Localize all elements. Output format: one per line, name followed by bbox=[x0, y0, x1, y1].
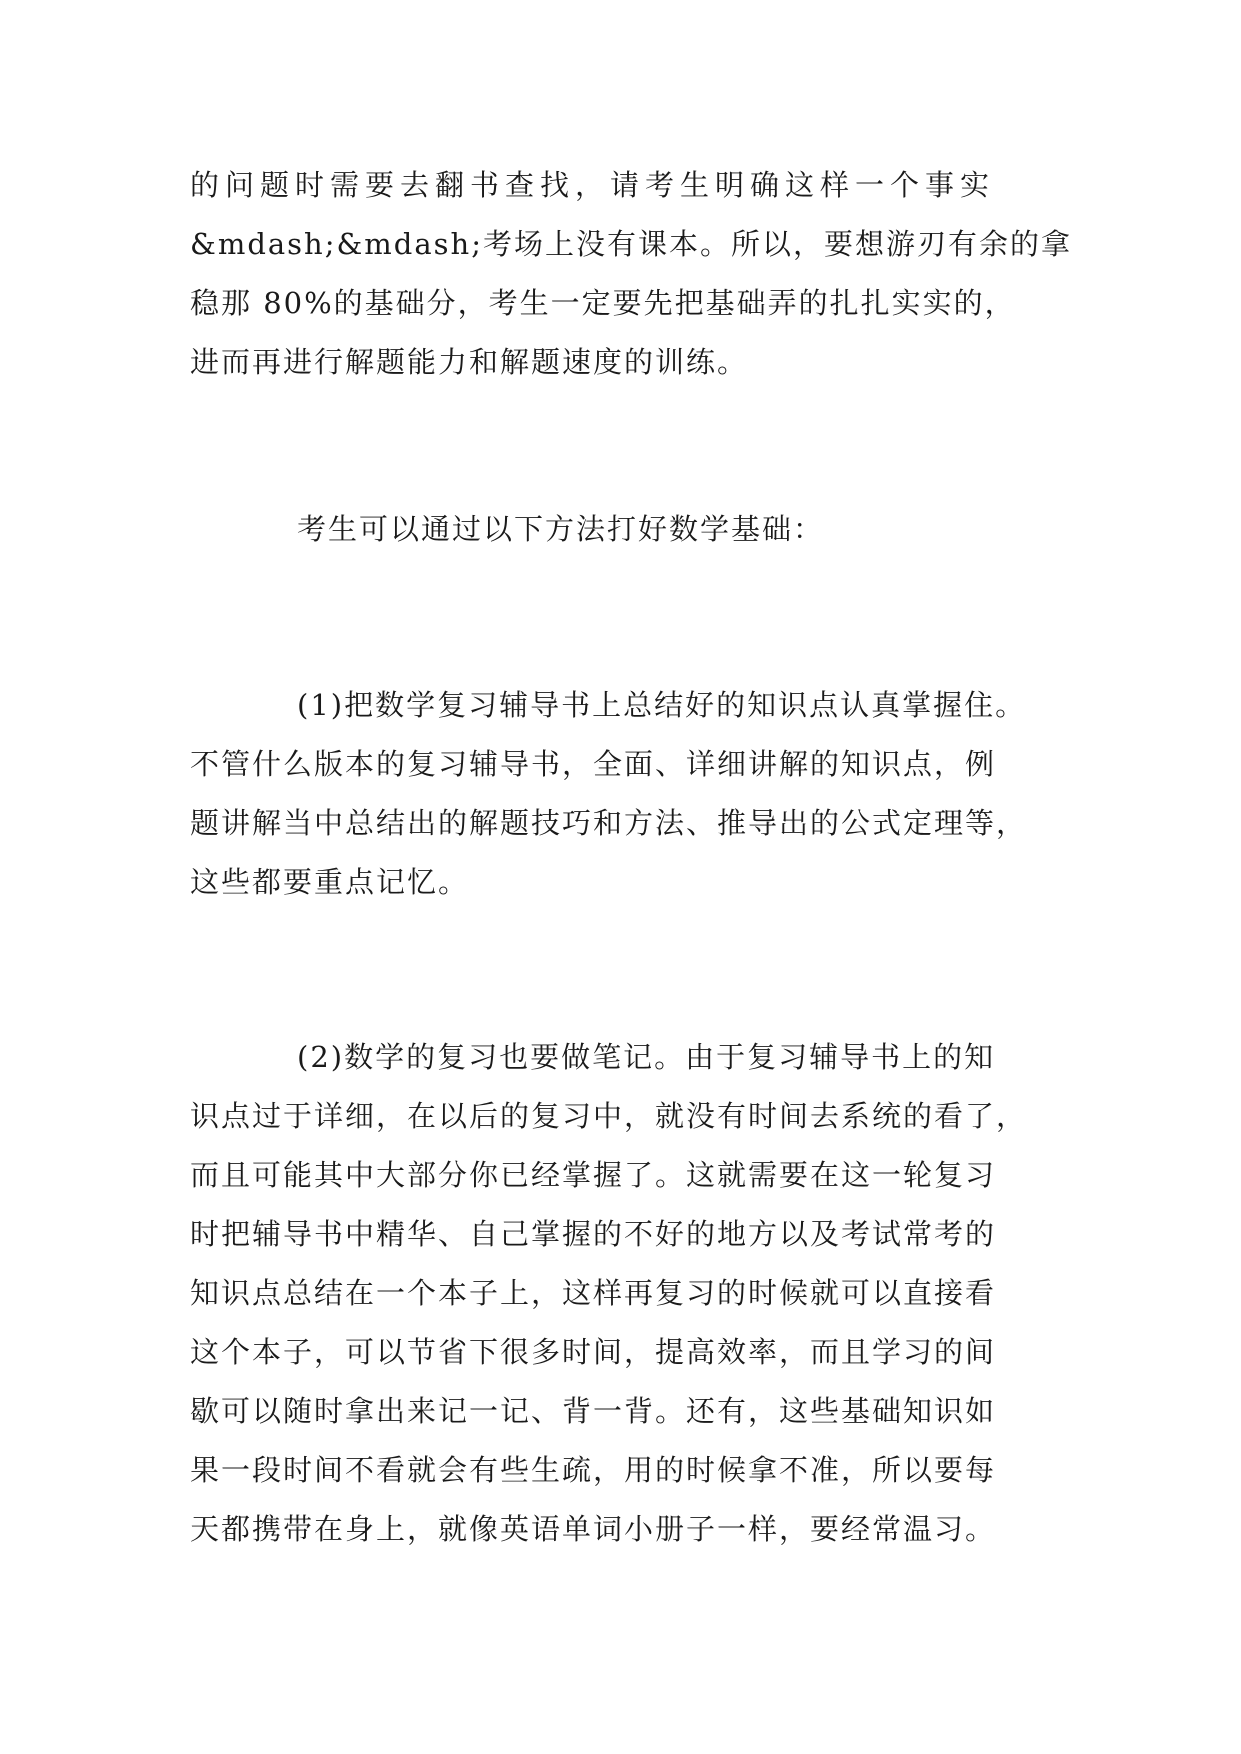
text-line: 这些都要重点记忆。 bbox=[190, 865, 470, 899]
paragraph-method-2 bbox=[190, 1028, 1060, 1559]
text-line: 稳那 80%的基础分，考生一定要先把基础弄的扎扎实实的， bbox=[190, 286, 1016, 320]
text-line: (1)把数学复习辅导书上总结好的知识点认真掌握住。 bbox=[297, 688, 1027, 722]
text-line: 进而再进行解题能力和解题速度的训练。 bbox=[190, 345, 749, 379]
text-line: (2)数学的复习也要做笔记。由于复习辅导书上的知 bbox=[297, 1040, 996, 1074]
text-line: 考生可以通过以下方法打好数学基础： bbox=[297, 512, 825, 546]
paragraph-method-1 bbox=[190, 676, 1060, 912]
text-line: 歇可以随时拿出来记一记、背一背。还有，这些基础知识如 bbox=[190, 1394, 997, 1428]
text-line: 知识点总结在一个本子上，这样再复习的时候就可以直接看 bbox=[190, 1276, 997, 1310]
text-line: 不管什么版本的复习辅导书，全面、详细讲解的知识点，例 bbox=[190, 747, 997, 781]
text-line: 而且可能其中大部分你已经掌握了。这就需要在这一轮复习 bbox=[190, 1158, 997, 1192]
text-line: 时把辅导书中精华、自己掌握的不好的地方以及考试常考的 bbox=[190, 1217, 997, 1251]
text-line: &mdash;&mdash;考场上没有课本。所以，要想游刃有余的拿 bbox=[190, 227, 1072, 261]
text-line: 这个本子，可以节省下很多时间，提高效率，而且学习的间 bbox=[190, 1335, 997, 1369]
paragraph-intro bbox=[297, 500, 1057, 559]
text-line: 果一段时间不看就会有些生疏，用的时候拿不准，所以要每 bbox=[190, 1453, 997, 1487]
paragraph-continuation bbox=[190, 156, 1072, 392]
text-line: 识点过于详细，在以后的复习中，就没有时间去系统的看了， bbox=[190, 1099, 1028, 1133]
text-line: 题讲解当中总结出的解题技巧和方法、推导出的公式定理等， bbox=[190, 806, 1028, 840]
text-line: 天都携带在身上，就像英语单词小册子一样，要经常温习。 bbox=[190, 1512, 997, 1546]
text-line: 的问题时需要去翻书查找，请考生明确这样一个事实 bbox=[190, 168, 996, 202]
